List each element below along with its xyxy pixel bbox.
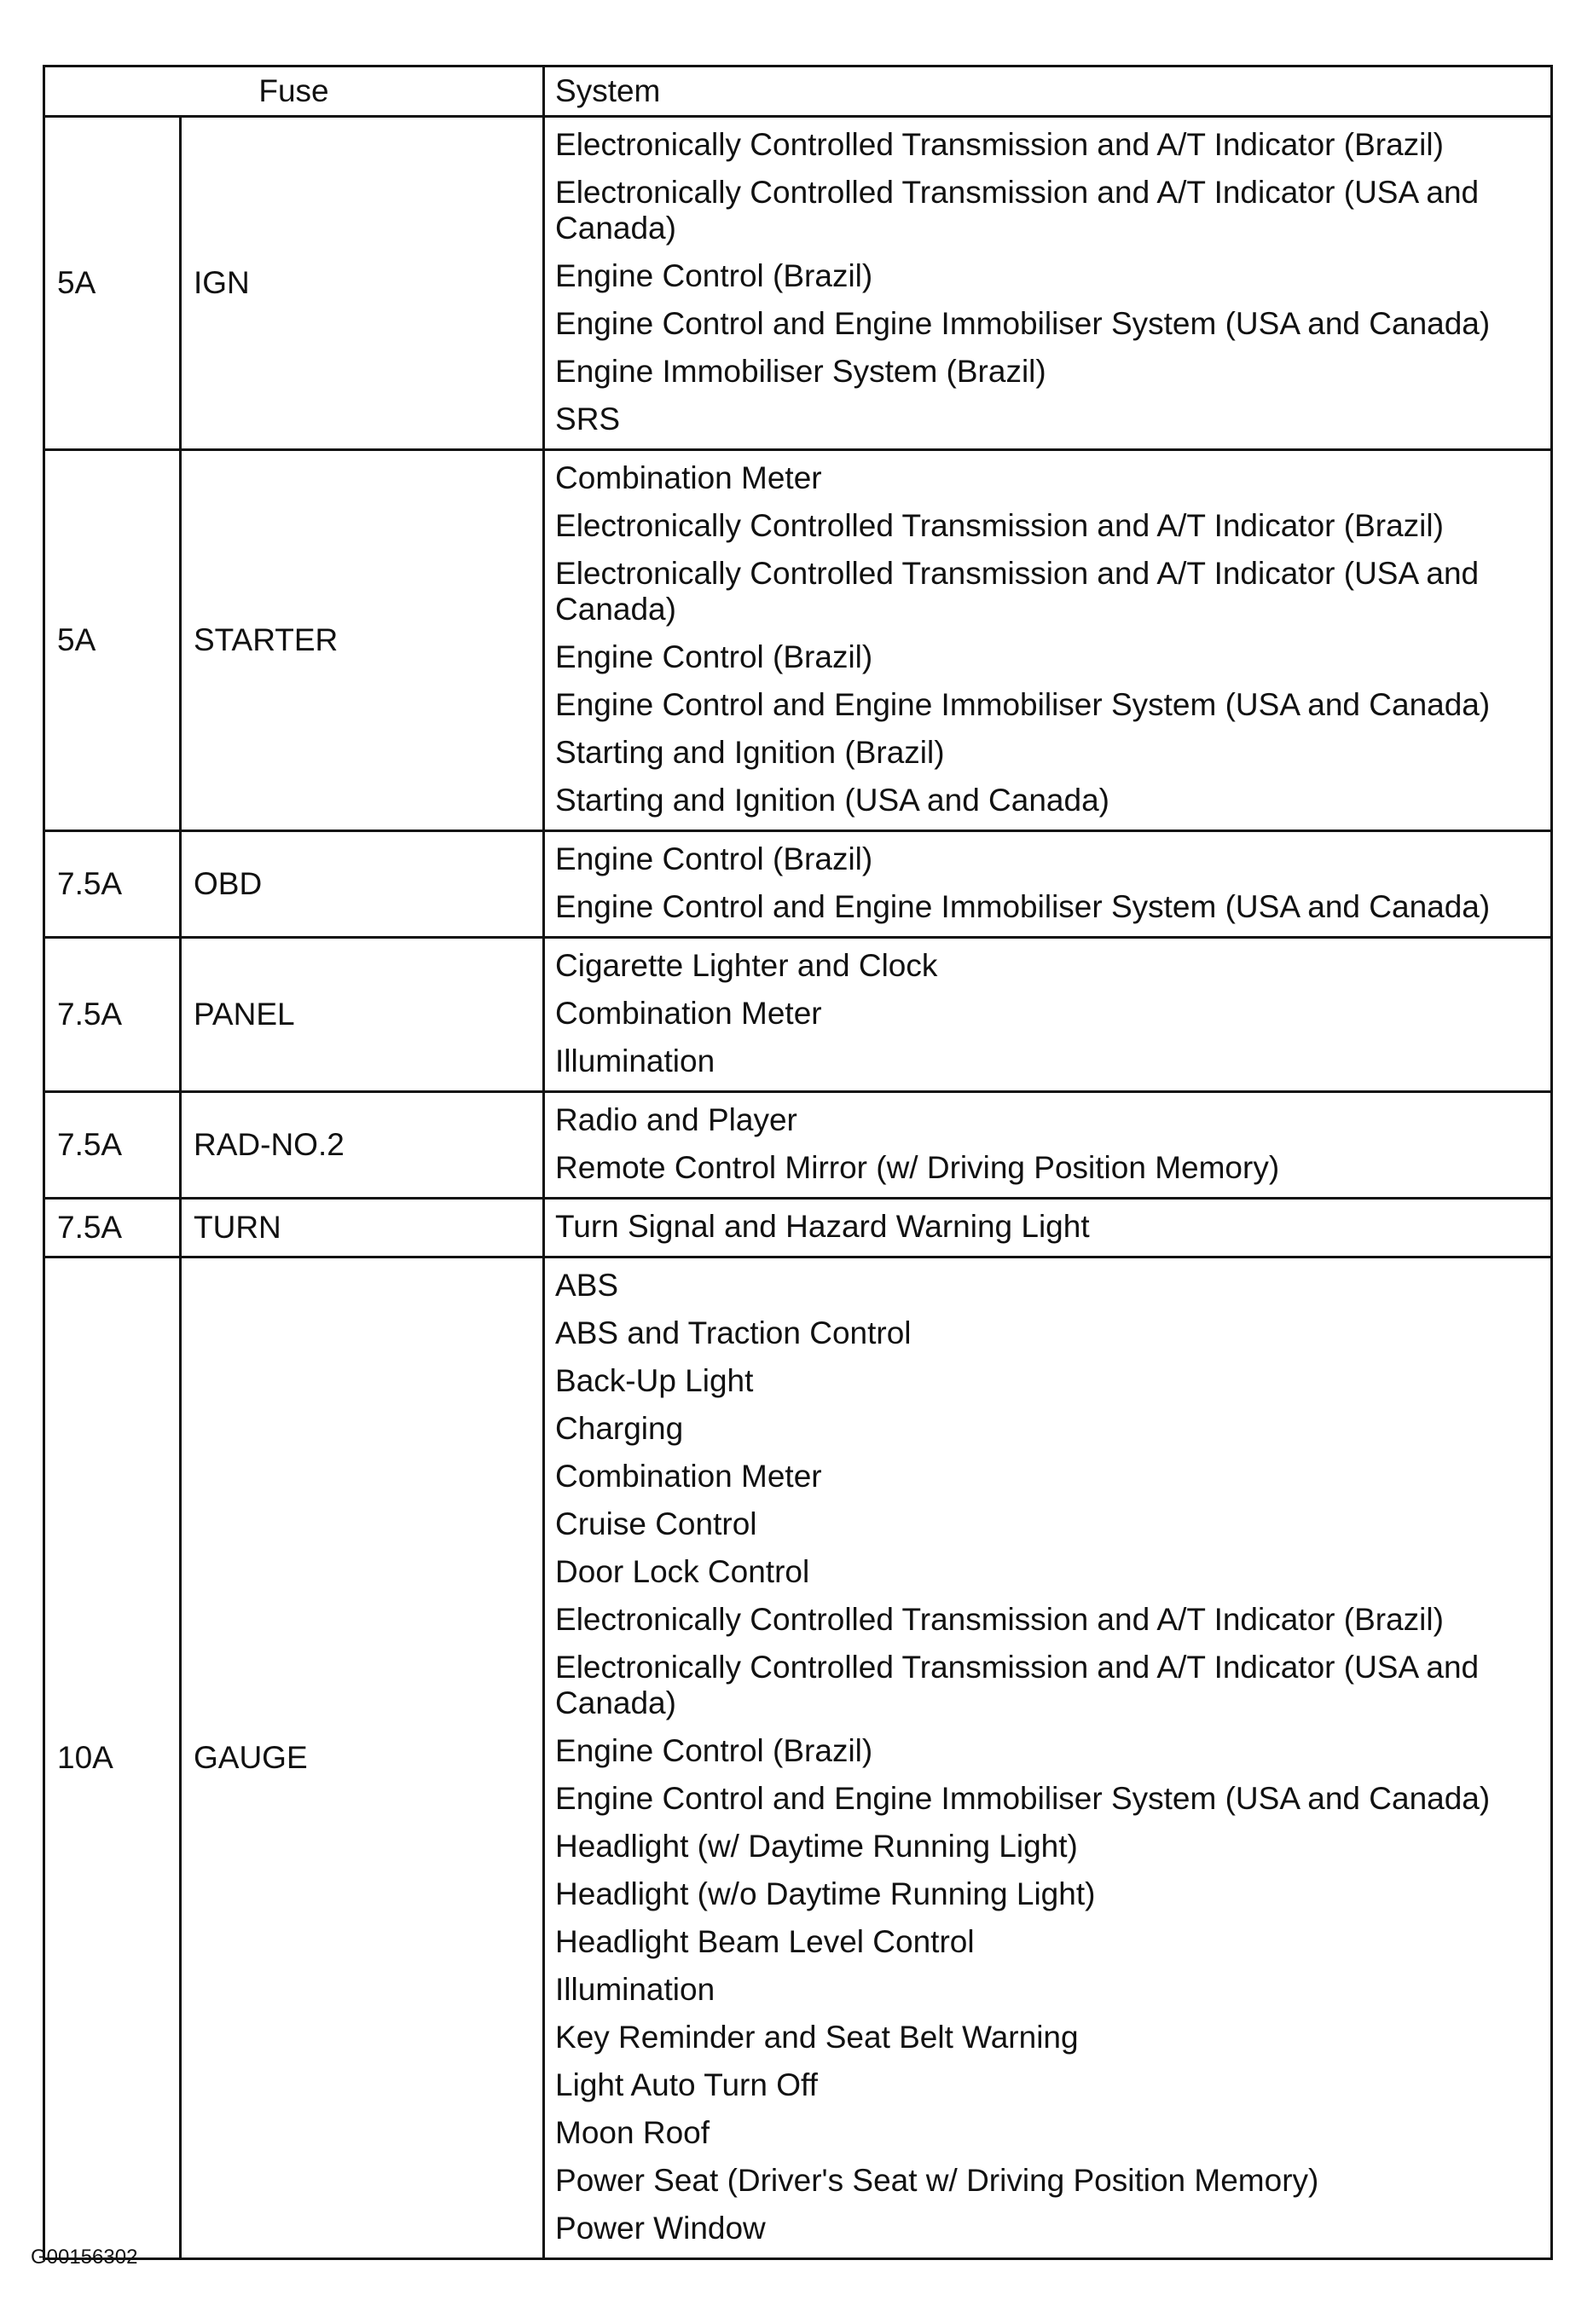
fuse-systems xyxy=(544,938,1552,1092)
system-item: Engine Control and Engine Immobiliser System (USA and Canada) xyxy=(555,889,1491,924)
system-item: Electronically Controlled Transmission and A/T Indicator (Brazil) xyxy=(555,1602,1444,1637)
system-item: Combination Meter xyxy=(555,1459,822,1494)
system-item: Electronically Controlled Transmission and A/T Indicator (USA and Canada) xyxy=(555,175,1480,246)
fuse-amperage: 5A xyxy=(44,117,181,450)
fuse-body xyxy=(44,117,1552,2259)
figure-id: G00156302 xyxy=(31,2246,138,2269)
system-item: Engine Control (Brazil) xyxy=(555,841,873,876)
fuse-name: OBD xyxy=(181,831,544,938)
system-item: Headlight (w/o Daytime Running Light) xyxy=(555,1876,1096,1911)
system-item: Starting and Ignition (Brazil) xyxy=(555,735,945,770)
system-item: Cigarette Lighter and Clock xyxy=(555,948,938,983)
system-item: Turn Signal and Hazard Warning Light xyxy=(555,1209,1090,1244)
system-item: Combination Meter xyxy=(555,996,822,1031)
fuse-systems xyxy=(544,450,1552,831)
fuse-row xyxy=(44,1199,1552,1257)
system-item: Door Lock Control xyxy=(555,1554,810,1589)
fuse-amperage: 7.5A xyxy=(44,938,181,1092)
system-item: Engine Control (Brazil) xyxy=(555,1733,873,1768)
system-item: Illumination xyxy=(555,1043,715,1078)
fuse-amperage: 7.5A xyxy=(44,831,181,938)
fuse-row xyxy=(44,1257,1552,2259)
system-item: Engine Immobiliser System (Brazil) xyxy=(555,354,1046,389)
system-item: Combination Meter xyxy=(555,460,822,495)
system-item: Electronically Controlled Transmission and A/T Indicator (USA and Canada) xyxy=(555,1650,1480,1720)
fuse-row xyxy=(44,117,1552,450)
system-item: Remote Control Mirror (w/ Driving Position Memory) xyxy=(555,1150,1280,1185)
system-item: Cruise Control xyxy=(555,1506,757,1541)
fuse-amperage: 5A xyxy=(44,450,181,831)
header-row xyxy=(44,66,1552,117)
fuse-name: RAD-NO.2 xyxy=(181,1092,544,1199)
system-item: Engine Control and Engine Immobiliser System (USA and Canada) xyxy=(555,306,1491,341)
system-item: Starting and Ignition (USA and Canada) xyxy=(555,783,1109,818)
system-item: ABS xyxy=(555,1268,619,1303)
fuse-row xyxy=(44,1092,1552,1199)
fuse-systems xyxy=(544,1092,1552,1199)
fuse-name: PANEL xyxy=(181,938,544,1092)
system-item: Headlight (w/ Daytime Running Light) xyxy=(555,1829,1078,1864)
fuse-amperage: 7.5A xyxy=(44,1092,181,1199)
header-system: System xyxy=(544,66,1552,117)
fuse-row xyxy=(44,938,1552,1092)
fuse-name: GAUGE xyxy=(181,1257,544,2259)
system-item: Headlight Beam Level Control xyxy=(555,1924,975,1959)
fuse-amperage: 7.5A xyxy=(44,1199,181,1257)
system-item: SRS xyxy=(555,402,621,436)
system-item: Electronically Controlled Transmission and A/T Indicator (Brazil) xyxy=(555,508,1444,543)
system-item: Electronically Controlled Transmission and A/T Indicator (Brazil) xyxy=(555,127,1444,162)
system-item: Back-Up Light xyxy=(555,1363,754,1398)
fuse-row xyxy=(44,450,1552,831)
system-item: Engine Control and Engine Immobiliser System (USA and Canada) xyxy=(555,687,1491,722)
fuse-systems xyxy=(544,831,1552,938)
fuse-name: IGN xyxy=(181,117,544,450)
system-item: Key Reminder and Seat Belt Warning xyxy=(555,2020,1079,2055)
system-item: Power Window xyxy=(555,2211,766,2246)
fuse-amperage: 10A xyxy=(44,1257,181,2259)
system-item: Radio and Player xyxy=(555,1102,797,1137)
fuse-table xyxy=(43,65,1553,2260)
fuse-systems xyxy=(544,117,1552,450)
fuse-row xyxy=(44,831,1552,938)
header-fuse: Fuse xyxy=(44,66,544,117)
system-item: Engine Control and Engine Immobiliser System (USA and Canada) xyxy=(555,1781,1491,1816)
fuse-name: STARTER xyxy=(181,450,544,831)
system-item: Charging xyxy=(555,1411,684,1446)
system-item: Light Auto Turn Off xyxy=(555,2067,818,2102)
system-item: Engine Control (Brazil) xyxy=(555,258,873,293)
fuse-systems xyxy=(544,1257,1552,2259)
system-item: ABS and Traction Control xyxy=(555,1315,912,1350)
system-item: Moon Roof xyxy=(555,2115,710,2150)
system-item: Engine Control (Brazil) xyxy=(555,639,873,674)
system-item: Illumination xyxy=(555,1972,715,2007)
system-item: Electronically Controlled Transmission and A/T Indicator (USA and Canada) xyxy=(555,556,1480,627)
system-item: Power Seat (Driver's Seat w/ Driving Position Memory) xyxy=(555,2163,1319,2198)
fuse-name: TURN xyxy=(181,1199,544,1257)
fuse-systems xyxy=(544,1199,1552,1257)
